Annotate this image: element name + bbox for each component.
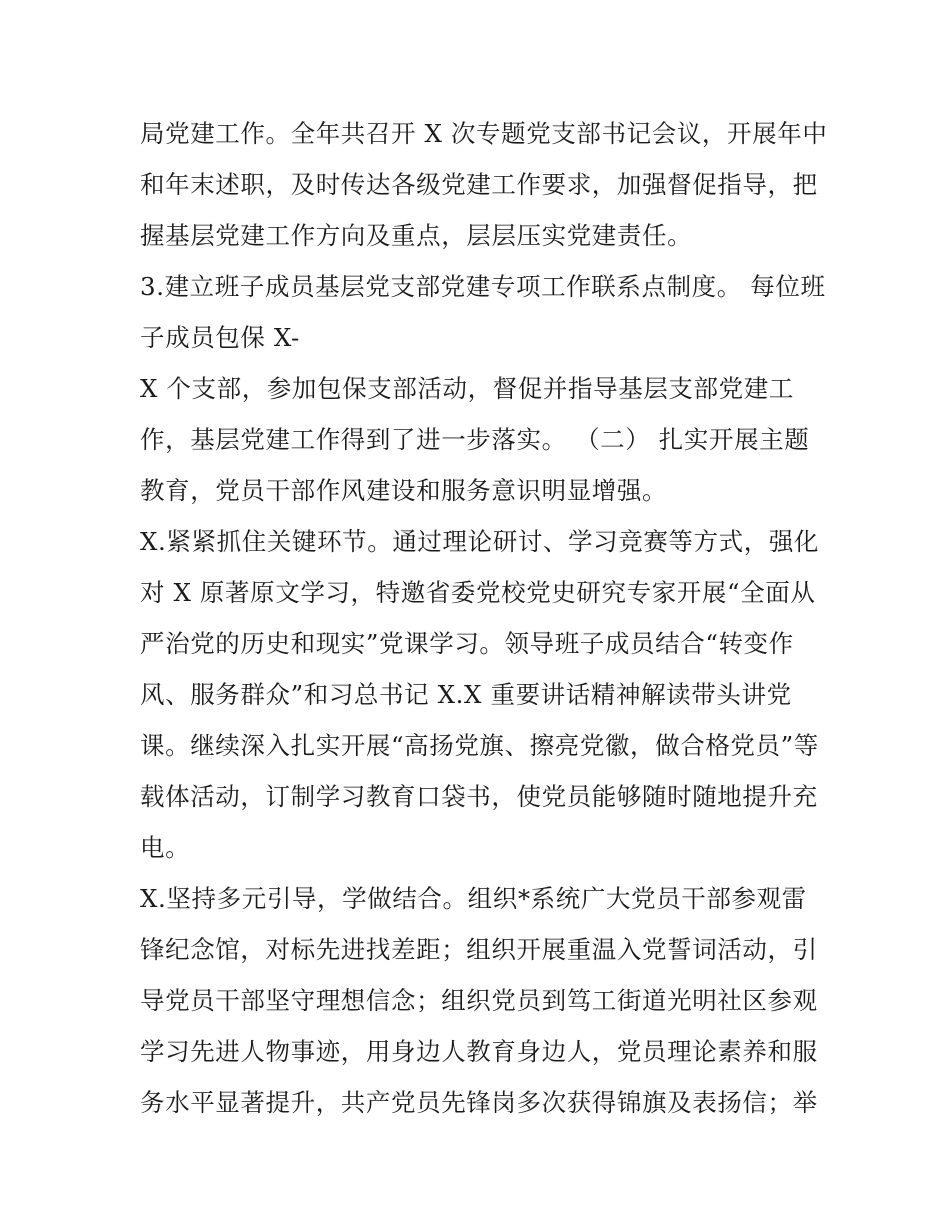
text-line: 作，基层党建工作得到了进一步落实。 （二） 扎实开展主题 xyxy=(140,425,810,454)
text-line: 握基层党建工作方向及重点，层层压实党建责任。 xyxy=(140,221,693,250)
text-line: 学习先进人物事迹，用身边人教育身边人，党员理论素养和服 xyxy=(140,1037,818,1066)
text-line: 和年末述职，及时传达各级党建工作要求，加强督促指导，把 xyxy=(140,170,818,199)
text-line: 电。 xyxy=(140,833,191,862)
text-line: X 个支部，参加包保支部活动，督促并指导基层支部党建工 xyxy=(140,374,794,403)
text-line: 风、服务群众”和习总书记 X.X 重要讲话精神解读带头讲党 xyxy=(140,680,792,709)
text-line: X.坚持多元引导，学做结合。组织*系统广大党员干部参观雷 xyxy=(140,884,807,913)
text-line: 局党建工作。全年共召开 X 次专题党支部书记会议，开展年中 xyxy=(140,119,828,148)
text-line: X.紧紧抓住关键环节。通过理论研讨、学习竞赛等方式，强化 xyxy=(140,527,820,556)
text-line: 对 X 原著原文学习，特邀省委党校党史研究专家开展“全面从 xyxy=(140,578,816,607)
text-line: 3.建立班子成员基层党支部党建专项工作联系点制度。 每位班 xyxy=(140,272,826,301)
text-line: 务水平显著提升，共产党员先锋岗多次获得锦旗及表扬信；举 xyxy=(140,1088,818,1117)
text-line: 严治党的历史和现实”党课学习。领导班子成员结合“转变作 xyxy=(140,629,794,658)
body-text xyxy=(140,108,830,1128)
text-line: 课。继续深入扎实开展“高扬党旗、擦亮党徽，做合格党员”等 xyxy=(140,731,819,760)
text-line: 子成员包保 X- xyxy=(140,323,300,352)
text-line: 锋纪念馆，对标先进找差距；组织开展重温入党誓词活动，引 xyxy=(140,935,818,964)
text-line: 导党员干部坚守理想信念；组织党员到笃工街道光明社区参观 xyxy=(140,986,818,1015)
text-line: 载体活动，订制学习教育口袋书，使党员能够随时随地提升充 xyxy=(140,782,818,811)
text-line: 教育，党员干部作风建设和服务意识明显增强。 xyxy=(140,476,668,505)
